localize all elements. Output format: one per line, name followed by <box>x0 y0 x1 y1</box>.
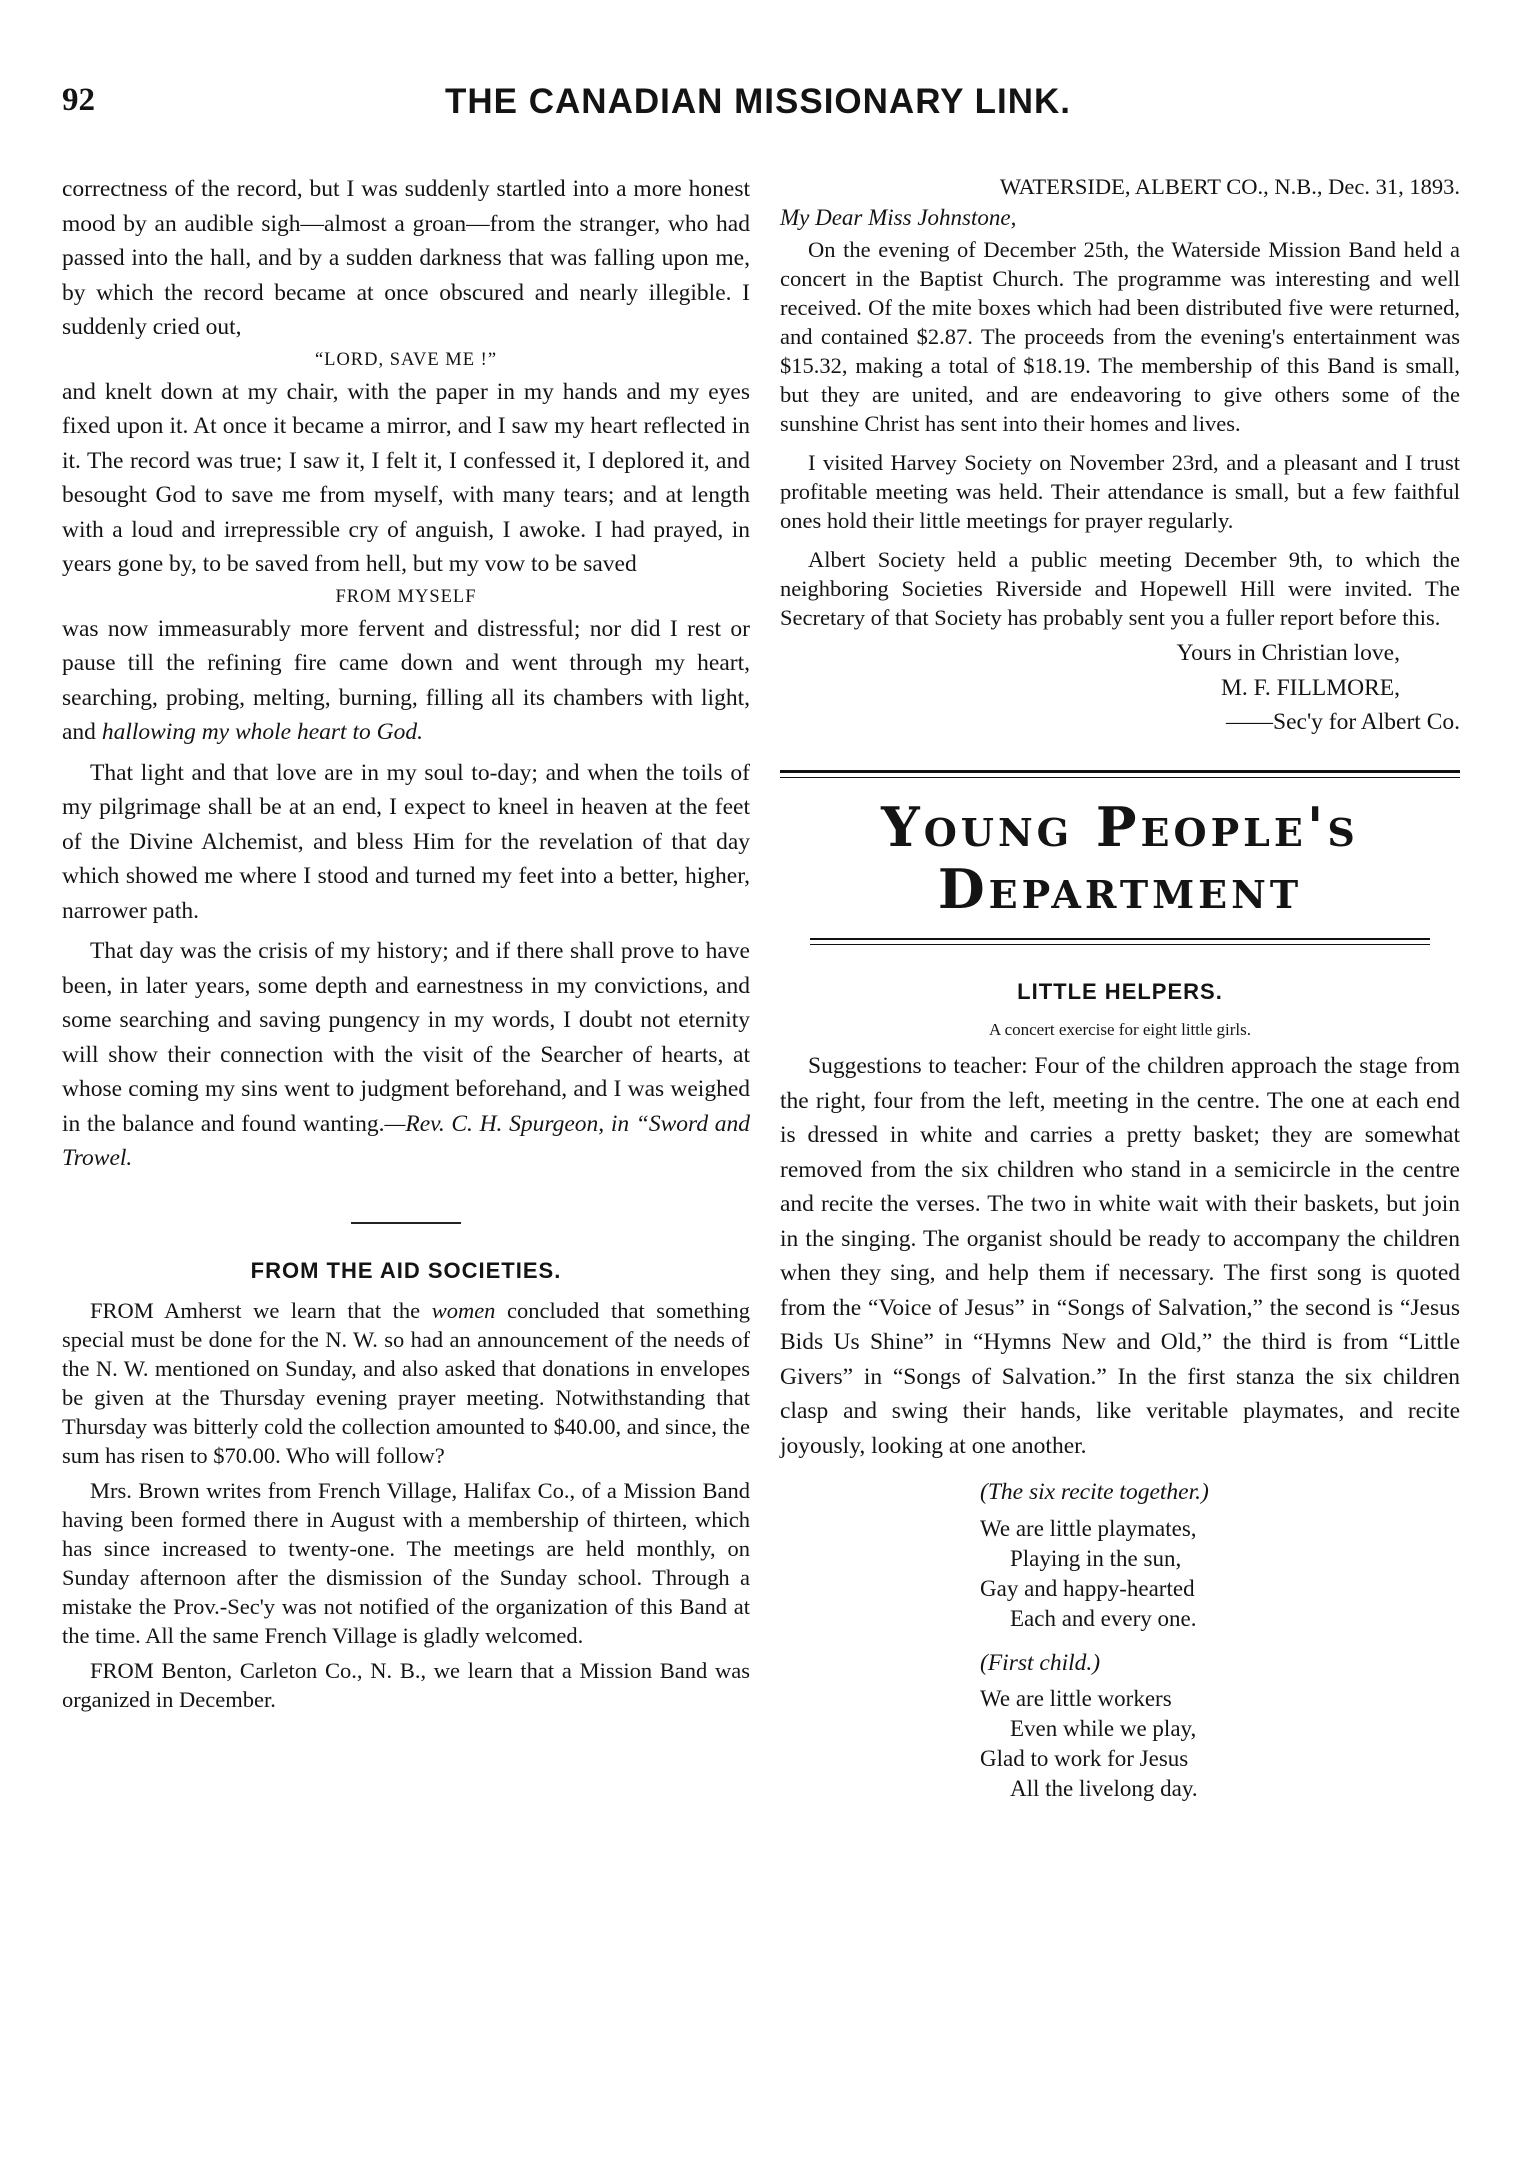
stage-direction: (The six recite together.) <box>980 1479 1209 1505</box>
letter-paragraph: I visited Harvey Society on November 23rd, and a pleasant and I trust profitable meeting was held. Their attendance is small, but a few faithful ones hold their little meetings for prayer regularly. <box>780 450 1460 533</box>
letter-title: ——Sec'y for Albert Co. <box>1226 709 1460 735</box>
stage-direction: (First child.) <box>980 1649 1101 1676</box>
letter-signature: M. F. FILLMORE, <box>1221 674 1400 701</box>
journal-title: THE CANADIAN MISSIONARY LINK. <box>445 82 1071 121</box>
verse <box>980 1514 1460 1634</box>
letter-paragraph: On the evening of December 25th, the Waterside Mission Band held a concert in the Baptist Church. The programme was interesting and well received. Of the mite boxes which had been distributed five were returned, and contained $2.87. The proceeds from the evening's entertainment was $15.32, making a total of $18.19. The membership of this Band is small, but they are united, and are endeavoring to give others some of the sunshine Christ has sent into their homes and lives. <box>780 237 1460 436</box>
section-divider <box>351 1222 461 1224</box>
letter-paragraph: Albert Society held a public meeting December 9th, to which the neighboring Societies Riverside and Hopewell Hill were invited. The Secretary of that Society has probably sent you a fuller report before this. <box>780 547 1460 630</box>
banner-rule <box>810 938 1430 940</box>
banner-rule <box>780 777 1460 778</box>
paragraph-text: That day was the crisis of my history; and if there shall prove to have been, in later years, some depth and earnestness in my convictions, and some searching and saving pungency in my words, I doubt not eternity will show their connection with the visit of the Searcher of hearts, at whose coming my sins went to judgment beforehand, and I was weighed in the balance and found wanting. <box>62 938 750 1137</box>
emphasis-line: FROM MYSELF <box>335 586 477 607</box>
article-body: Suggestions to teacher: Four of the children approach the stage from the right, four from the left, meeting in the centre. The one at each end is dressed in white and carries a pretty basket; they are somewhat removed from the six children who stand in a semicircle in the centre and recite the verses. The two in white wait with their baskets, but join in the singing. The organist should be ready to accompany the children when they sing, and help them if necessary. The first song is quoted from the “Voice of Jesus” in “Songs of Salvation,” the second is “Jesus Bids Us Shine” in “Hymns New and Old,” the third is from “Little Givers” in “Songs of Salvation.” In the first stanza the six children clasp and swing their hands, like veritable playmates, and recite joyously, looking at one another. <box>780 1053 1460 1459</box>
letter-salutation: My Dear Miss Johnstone, <box>780 205 1017 230</box>
verse-line: Playing in the sun, <box>1010 1545 1182 1571</box>
news-text: Benton, Carleton Co., N. B., we learn that a Mission Band was organized in December. <box>62 1658 750 1712</box>
page-number: 92 <box>62 82 95 118</box>
italic-word: women <box>431 1298 496 1323</box>
letter-dateline: WATERSIDE, ALBERT CO., N.B., Dec. 31, 1893. <box>999 174 1460 199</box>
verse-line: Even while we play, <box>1010 1716 1197 1741</box>
left-column <box>62 172 750 1714</box>
lead-word: FROM <box>90 1298 154 1323</box>
paragraph: correctness of the record, but I was suddenly startled into a more honest mood by an audible sigh—almost a groan—from the stranger, who had passed into the hall, and by a sudden darkness that was falling upon me, by which the record became at once obscured and nearly illegible. I suddenly cried out, <box>62 176 750 340</box>
verse <box>980 1684 1460 1804</box>
attribution: —Rev. C. H. Spurgeon, in “Sword and Trowel. <box>62 1110 750 1171</box>
lead-word: FROM <box>90 1658 154 1683</box>
exclamation-line: “LORD, SAVE ME !” <box>314 349 498 370</box>
verse-line: Glad to work for Jesus <box>980 1746 1189 1771</box>
news-item <box>62 1296 750 1470</box>
page-header <box>58 82 1458 132</box>
letter-closing: Yours in Christian love, <box>1176 640 1400 666</box>
paragraph <box>62 612 750 750</box>
paragraph: That light and that love are in my soul to-day; and when the toils of my pilgrimage shall be at an end, I expect to kneel in heaven at the feet of the Divine Alchemist, and bless Him for the revelation of that day which showed me where I stood and turned my feet into a better, higher, narrower path. <box>62 759 750 924</box>
verse-line: We are little workers <box>980 1686 1172 1711</box>
paragraph <box>62 934 750 1176</box>
news-item <box>62 1656 750 1714</box>
verse-line: Gay and happy-hearted <box>980 1575 1195 1601</box>
news-text: concluded that something special must be done for the N. W. so had an announcement of the needs of the N. W. mentioned on Sunday, and also asked that donations in envelopes be given at the Thursday evening prayer meeting. Notwithstanding that Thursday was bitterly cold the collection amounted to $40.00, and since, the sum has risen to $70.00. Who will follow? <box>62 1298 750 1468</box>
section-heading: FROM THE AID SOCIETIES. <box>250 1257 562 1283</box>
verse-line: All the livelong day. <box>1010 1776 1198 1801</box>
banner-rule <box>780 770 1460 773</box>
italic-phrase: hallowing my whole heart to God. <box>101 719 423 745</box>
banner-rule <box>810 944 1430 945</box>
article-subtitle: A concert exercise for eight little girls. <box>989 1020 1251 1039</box>
news-text: Amherst we learn that the <box>153 1298 432 1323</box>
department-banner: Young People's Department <box>881 794 1359 921</box>
article-title: LITTLE HELPERS. <box>1017 978 1223 1004</box>
paragraph: and knelt down at my chair, with the paper in my hands and my eyes fixed upon it. At once it became a mirror, and I saw my heart reflected in it. The record was true; I saw it, I felt it, I confessed it, I deplored it, and besought God to save me from myself, with many tears; and at length with a loud and irrepressible cry of anguish, I awoke. I had prayed, in years gone by, to be saved from hell, but my vow to be saved <box>62 378 750 577</box>
verse-line: We are little playmates, <box>980 1515 1197 1541</box>
paragraph-text: was now immeasurably more fervent and distressful; nor did I rest or pause till the refining fire came down and went through my heart, searching, probing, melting, burning, filling all its chambers with light, and <box>62 615 750 745</box>
news-item: Mrs. Brown writes from French Village, Halifax Co., of a Mission Band having been formed there in August with a membership of thirteen, which has since increased to twenty-one. The meetings are held monthly, on Sunday afternoon after the dismission of the Sunday school. Through a mistake the Prov.-Sec'y was not notified of the organization of this Band at the time. All the same French Village is gladly welcomed. <box>62 1478 750 1648</box>
right-column <box>780 172 1460 1804</box>
verse-line: Each and every one. <box>1010 1605 1197 1631</box>
